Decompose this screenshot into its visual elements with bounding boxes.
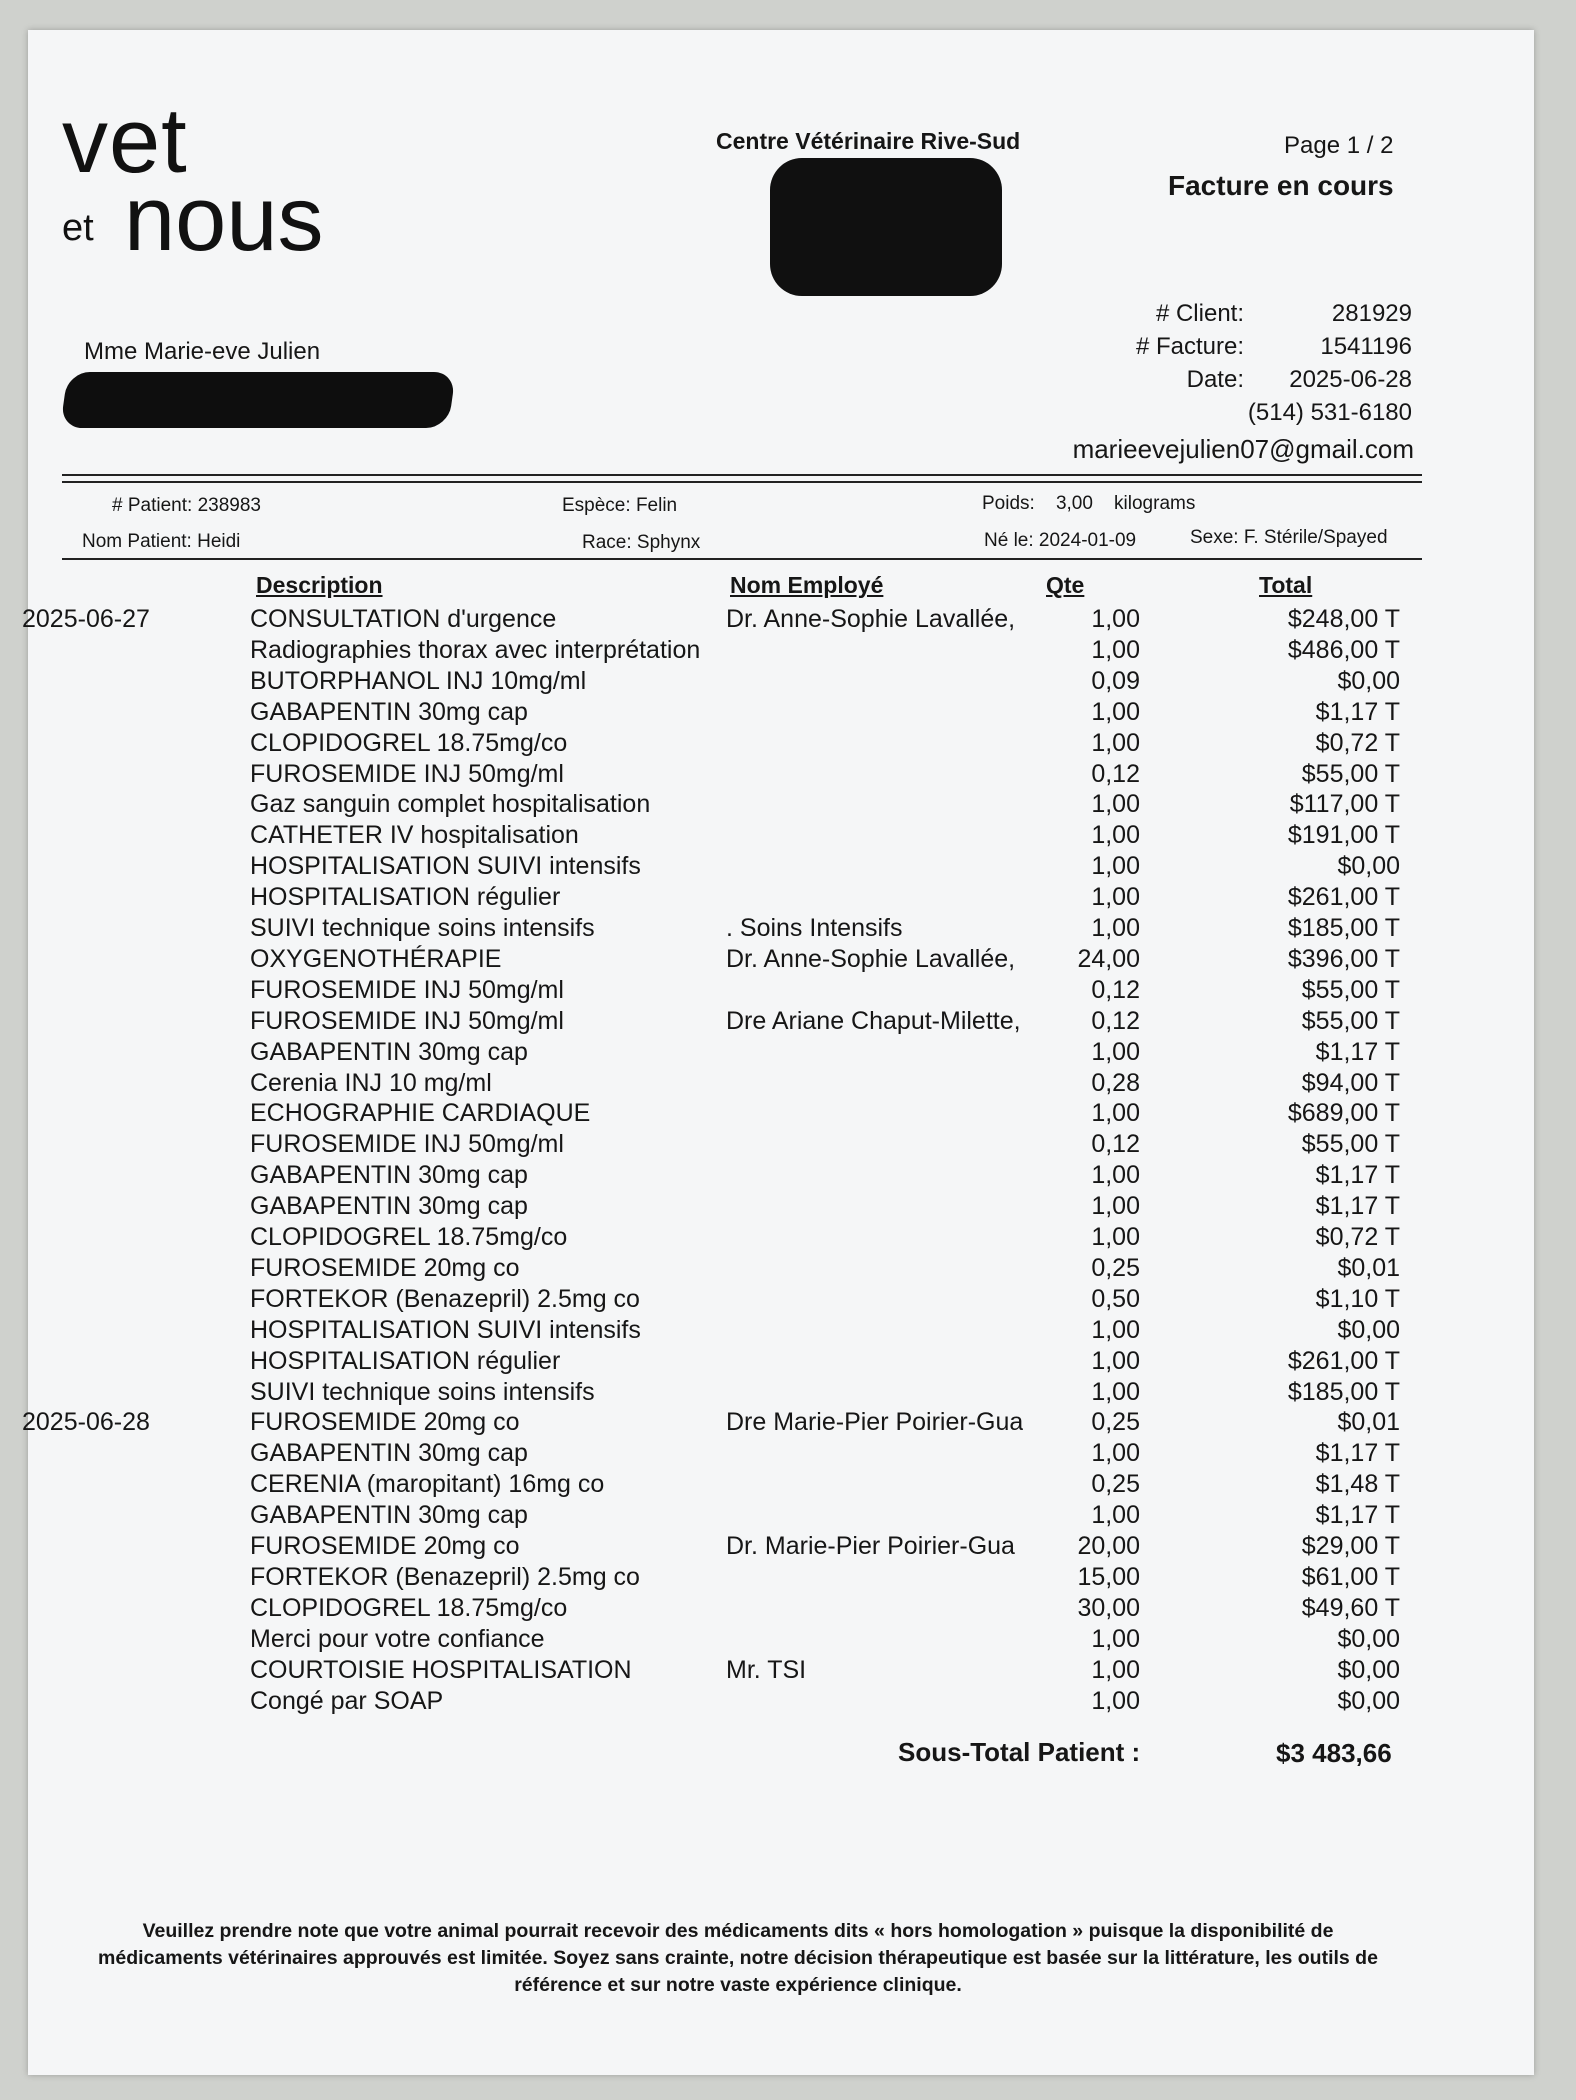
line-quantity: 1,00 [1091, 1501, 1140, 1530]
col-header-employee: Nom Employé [730, 572, 884, 598]
line-employee: Dr. Anne-Sophie Lavallée, [726, 944, 1016, 973]
line-quantity: 30,00 [1077, 1593, 1140, 1622]
clinic-name: Centre Vétérinaire Rive-Sud [716, 128, 1021, 154]
sex-value: F. Stérile/Spayed [1243, 527, 1388, 548]
line-total: $1,17 T [1315, 697, 1400, 726]
line-total: $0,00 [1337, 1655, 1400, 1684]
line-description: SUIVI technique soins intensifs [250, 1377, 595, 1406]
line-total: $61,00 T [1301, 1562, 1400, 1591]
line-quantity: 1,00 [1091, 821, 1140, 850]
line-description: FUROSEMIDE 20mg co [250, 1253, 520, 1282]
line-quantity: 0,09 [1091, 666, 1140, 695]
line-total: $185,00 T [1287, 914, 1400, 942]
line-total: $49,60 T [1301, 1593, 1400, 1622]
line-quantity: 1,00 [1091, 1346, 1140, 1375]
patient-id [112, 495, 261, 517]
line-quantity: 1,00 [1091, 635, 1140, 664]
invoice-line [0, 1161, 1576, 1191]
invoice-line [0, 1130, 1576, 1160]
line-total: $0,00 [1337, 1686, 1400, 1715]
line-quantity: 1,00 [1091, 728, 1140, 757]
line-total: $55,00 T [1301, 975, 1400, 1004]
invoice-number-label: # Facture: [1135, 333, 1244, 360]
line-description: Congé par SOAP [250, 1686, 444, 1715]
col-header-total: Total [1259, 572, 1313, 598]
line-employee: Dr. Anne-Sophie Lavallée, [726, 605, 1016, 633]
line-description: FUROSEMIDE 20mg co [250, 1408, 520, 1437]
line-quantity: 0,28 [1091, 1068, 1140, 1097]
line-employee: Dr. Marie-Pier Poirier-Gua [726, 1532, 1015, 1560]
invoice-line [0, 1594, 1576, 1624]
line-employee: Mr. TSI [726, 1655, 807, 1684]
invoice-line [0, 976, 1576, 1006]
line-total: $55,00 T [1301, 1006, 1400, 1035]
line-description: GABAPENTIN 30mg cap [250, 1161, 528, 1190]
line-description: ECHOGRAPHIE CARDIAQUE [250, 1099, 591, 1128]
line-quantity: 1,00 [1091, 1099, 1140, 1128]
line-quantity: 1,00 [1091, 1192, 1140, 1221]
line-description: HOSPITALISATION SUIVI intensifs [250, 1315, 641, 1344]
line-total: $261,00 T [1287, 1346, 1400, 1375]
patient-sex [1190, 527, 1388, 549]
invoice-status: Facture en cours [1168, 170, 1394, 201]
patient-id-value: 238983 [197, 495, 261, 516]
line-description: Merci pour votre confiance [250, 1624, 545, 1653]
line-quantity: 1,00 [1091, 1655, 1140, 1684]
line-total: $191,00 T [1287, 821, 1400, 850]
line-employee: Dre Marie-Pier Poirier-Gua [726, 1408, 1024, 1437]
line-date: 2025-06-28 [22, 1408, 150, 1437]
line-quantity: 20,00 [1077, 1532, 1140, 1560]
line-description: GABAPENTIN 30mg cap [250, 1439, 528, 1468]
line-total: $29,00 T [1301, 1532, 1400, 1560]
line-total: $0,01 [1337, 1408, 1400, 1437]
notice-line-3: référence et sur notre vaste expérience clinique. [514, 1974, 962, 1996]
line-description: CERENIA (maropitant) 16mg co [250, 1470, 605, 1499]
sex-label: Sexe: [1190, 527, 1239, 548]
line-employee: Dre Ariane Chaput-Milette, [726, 1006, 1021, 1035]
line-total: $0,00 [1337, 1624, 1400, 1653]
redacted-clinic-address [770, 158, 1002, 296]
weight-unit: kilograms [1114, 493, 1196, 514]
line-total: $396,00 T [1287, 944, 1400, 973]
line-total: $185,00 T [1287, 1377, 1400, 1406]
patient-species [562, 495, 677, 517]
header-divider [62, 474, 1422, 476]
line-total: $261,00 T [1287, 883, 1400, 912]
line-total: $55,00 T [1301, 759, 1400, 788]
invoice-line [0, 729, 1576, 759]
patient-birthdate [984, 530, 1136, 552]
invoice-line [0, 1007, 1576, 1037]
patient-divider [62, 558, 1422, 560]
species-value: Felin [635, 495, 678, 516]
invoice-date-label: Date: [1186, 366, 1244, 393]
line-total: $1,10 T [1315, 1284, 1400, 1313]
line-description: CLOPIDOGREL 18.75mg/co [250, 728, 568, 757]
line-quantity: 1,00 [1091, 1315, 1140, 1344]
line-description: FUROSEMIDE INJ 50mg/ml [250, 975, 564, 1004]
line-total: $94,00 T [1301, 1068, 1400, 1097]
line-description: Radiographies thorax avec interprétation [250, 635, 701, 664]
line-quantity: 1,00 [1091, 605, 1140, 633]
line-description: Gaz sanguin complet hospitalisation [250, 790, 651, 819]
line-quantity: 24,00 [1077, 944, 1140, 973]
line-quantity: 0,12 [1091, 1006, 1140, 1035]
invoice-date: 2025-06-28 [1289, 366, 1412, 393]
line-quantity: 1,00 [1091, 1223, 1140, 1251]
line-total: $1,17 T [1315, 1161, 1400, 1190]
invoice-line [0, 883, 1576, 913]
invoice-line [0, 821, 1576, 851]
line-total: $0,72 T [1315, 728, 1400, 757]
invoice-line [0, 914, 1576, 944]
line-description: Cerenia INJ 10 mg/ml [250, 1068, 492, 1097]
logo-et: et [62, 207, 94, 249]
line-total: $117,00 T [1289, 790, 1400, 819]
weight-label: Poids: [982, 493, 1035, 514]
line-quantity: 1,00 [1091, 1686, 1140, 1715]
line-quantity: 1,00 [1091, 1037, 1140, 1066]
client-number-label: # Client: [1155, 300, 1244, 327]
breed-value: Sphynx [636, 532, 701, 553]
invoice-line [0, 1378, 1576, 1408]
line-quantity: 0,25 [1091, 1470, 1140, 1499]
invoice-line [0, 1625, 1576, 1655]
patient-breed [582, 532, 700, 554]
line-total: $1,17 T [1315, 1501, 1400, 1530]
patient-name [82, 531, 240, 553]
line-description: FORTEKOR (Benazepril) 2.5mg co [250, 1284, 640, 1313]
line-description: GABAPENTIN 30mg cap [250, 1192, 528, 1221]
invoice-number: 1541196 [1320, 333, 1412, 360]
line-total: $1,17 T [1315, 1439, 1400, 1468]
col-header-qty: Qte [1046, 572, 1085, 598]
invoice-line [0, 945, 1576, 975]
line-quantity: 0,25 [1091, 1408, 1140, 1437]
line-total: $248,00 T [1287, 605, 1400, 633]
line-quantity: 1,00 [1091, 1377, 1140, 1406]
line-description: COURTOISIE HOSPITALISATION [250, 1655, 632, 1684]
invoice-line [0, 1501, 1576, 1531]
patient-id-label: # Patient: [112, 495, 193, 516]
invoice-line [0, 1532, 1576, 1562]
born-label: Né le: [984, 530, 1034, 551]
notice-line-1: Veuillez prendre note que votre animal pourrait recevoir des médicaments dits « hors homologation » puisque la disponibilité de [142, 1920, 1334, 1942]
line-quantity: 1,00 [1091, 883, 1140, 912]
species-label: Espèce: [562, 495, 631, 516]
line-quantity: 0,12 [1091, 975, 1140, 1004]
line-quantity: 0,12 [1091, 759, 1140, 788]
invoice-line [0, 605, 1576, 635]
line-total: $1,17 T [1315, 1192, 1400, 1221]
redacted-client-address [60, 372, 456, 428]
line-description: FORTEKOR (Benazepril) 2.5mg co [250, 1562, 640, 1591]
col-header-description: Description [256, 572, 383, 598]
invoice-line [0, 1254, 1576, 1284]
born-value: 2024-01-09 [1038, 530, 1137, 551]
header-divider-2 [62, 481, 1422, 483]
line-description: HOSPITALISATION régulier [250, 1346, 561, 1375]
line-quantity: 0,50 [1091, 1284, 1140, 1313]
client-phone: (514) 531-6180 [1247, 399, 1412, 426]
line-total: $1,48 T [1315, 1470, 1400, 1499]
breed-label: Race: [582, 532, 632, 553]
line-quantity: 1,00 [1091, 852, 1140, 881]
line-description: GABAPENTIN 30mg cap [250, 1037, 528, 1066]
invoice-line [0, 1223, 1576, 1253]
line-description: BUTORPHANOL INJ 10mg/ml [250, 666, 587, 695]
invoice-line [0, 1069, 1576, 1099]
line-description: GABAPENTIN 30mg cap [250, 1501, 528, 1530]
line-total: $0,00 [1337, 1315, 1400, 1344]
invoice-line [0, 1316, 1576, 1346]
line-description: CONSULTATION d'urgence [250, 605, 557, 633]
line-description: SUIVI technique soins intensifs [250, 914, 595, 942]
logo-nous: nous [124, 168, 324, 270]
line-description: HOSPITALISATION SUIVI intensifs [250, 852, 641, 881]
patient-name-value: Heidi [197, 531, 241, 552]
patient-name-label: Nom Patient: [82, 531, 192, 552]
line-total: $0,72 T [1315, 1223, 1400, 1251]
line-description: FUROSEMIDE INJ 50mg/ml [250, 1006, 564, 1035]
line-description: OXYGENOTHÉRAPIE [250, 944, 502, 973]
invoice-line [0, 1470, 1576, 1500]
invoice-line [0, 1285, 1576, 1315]
invoice-line [0, 852, 1576, 882]
line-description: CLOPIDOGREL 18.75mg/co [250, 1223, 568, 1251]
line-total: $1,17 T [1315, 1037, 1400, 1066]
off-label-notice [10, 1918, 1466, 1999]
invoice-meta [1104, 300, 1412, 399]
invoice-line [0, 636, 1576, 666]
logo-vet: vet [62, 90, 188, 192]
line-quantity: 15,00 [1077, 1562, 1140, 1591]
line-quantity: 0,25 [1091, 1253, 1140, 1282]
line-employee: . Soins Intensifs [726, 914, 903, 942]
line-description: FUROSEMIDE INJ 50mg/ml [250, 1130, 564, 1159]
client-name: Mme Marie-eve Julien [84, 338, 321, 365]
client-email: marieevejulien07@gmail.com [1072, 434, 1414, 464]
line-description: FUROSEMIDE 20mg co [250, 1532, 520, 1560]
line-total: $0,00 [1337, 666, 1400, 695]
vet-et-nous-logo [62, 90, 324, 270]
subtotal-value: $3 483,66 [1276, 1738, 1392, 1768]
line-quantity: 1,00 [1091, 1624, 1140, 1653]
line-date: 2025-06-27 [22, 605, 150, 633]
line-description: GABAPENTIN 30mg cap [250, 697, 528, 726]
line-total: $0,00 [1337, 852, 1400, 881]
line-quantity: 0,12 [1091, 1130, 1140, 1159]
invoice-line [0, 698, 1576, 728]
invoice-line [0, 1192, 1576, 1222]
invoice-line [0, 1408, 1576, 1438]
line-description: CLOPIDOGREL 18.75mg/co [250, 1593, 568, 1622]
line-description: CATHETER IV hospitalisation [250, 821, 579, 850]
invoice-line [0, 1563, 1576, 1593]
invoice-line [0, 1687, 1576, 1717]
line-quantity: 1,00 [1091, 790, 1140, 819]
patient-weight [982, 493, 1195, 515]
invoice-line [0, 1439, 1576, 1469]
invoice-line [0, 790, 1576, 820]
client-number: 281929 [1331, 300, 1412, 327]
line-total: $689,00 T [1287, 1099, 1400, 1128]
invoice-line [0, 760, 1576, 790]
invoice-line [0, 1347, 1576, 1377]
subtotal-label: Sous-Total Patient : [898, 1737, 1141, 1767]
line-description: HOSPITALISATION régulier [250, 883, 561, 912]
line-total: $0,01 [1337, 1253, 1400, 1282]
notice-line-2: médicaments vétérinaires approuvés est limitée. Soyez sans crainte, notre décision thérapeutique est basée sur la littérature, les outils de [98, 1947, 1378, 1969]
line-quantity: 1,00 [1091, 697, 1140, 726]
line-quantity: 1,00 [1091, 1439, 1140, 1468]
line-quantity: 1,00 [1091, 1161, 1140, 1190]
invoice-line [0, 1656, 1576, 1686]
weight-value: 3,00 [1055, 493, 1093, 514]
invoice-line [0, 667, 1576, 697]
line-total: $486,00 T [1287, 635, 1400, 664]
invoice-line [0, 1099, 1576, 1129]
line-total: $55,00 T [1301, 1130, 1400, 1159]
page-number: Page 1 / 2 [1284, 132, 1394, 159]
invoice-line [0, 1038, 1576, 1068]
line-quantity: 1,00 [1091, 914, 1140, 942]
line-description: FUROSEMIDE INJ 50mg/ml [250, 759, 564, 788]
